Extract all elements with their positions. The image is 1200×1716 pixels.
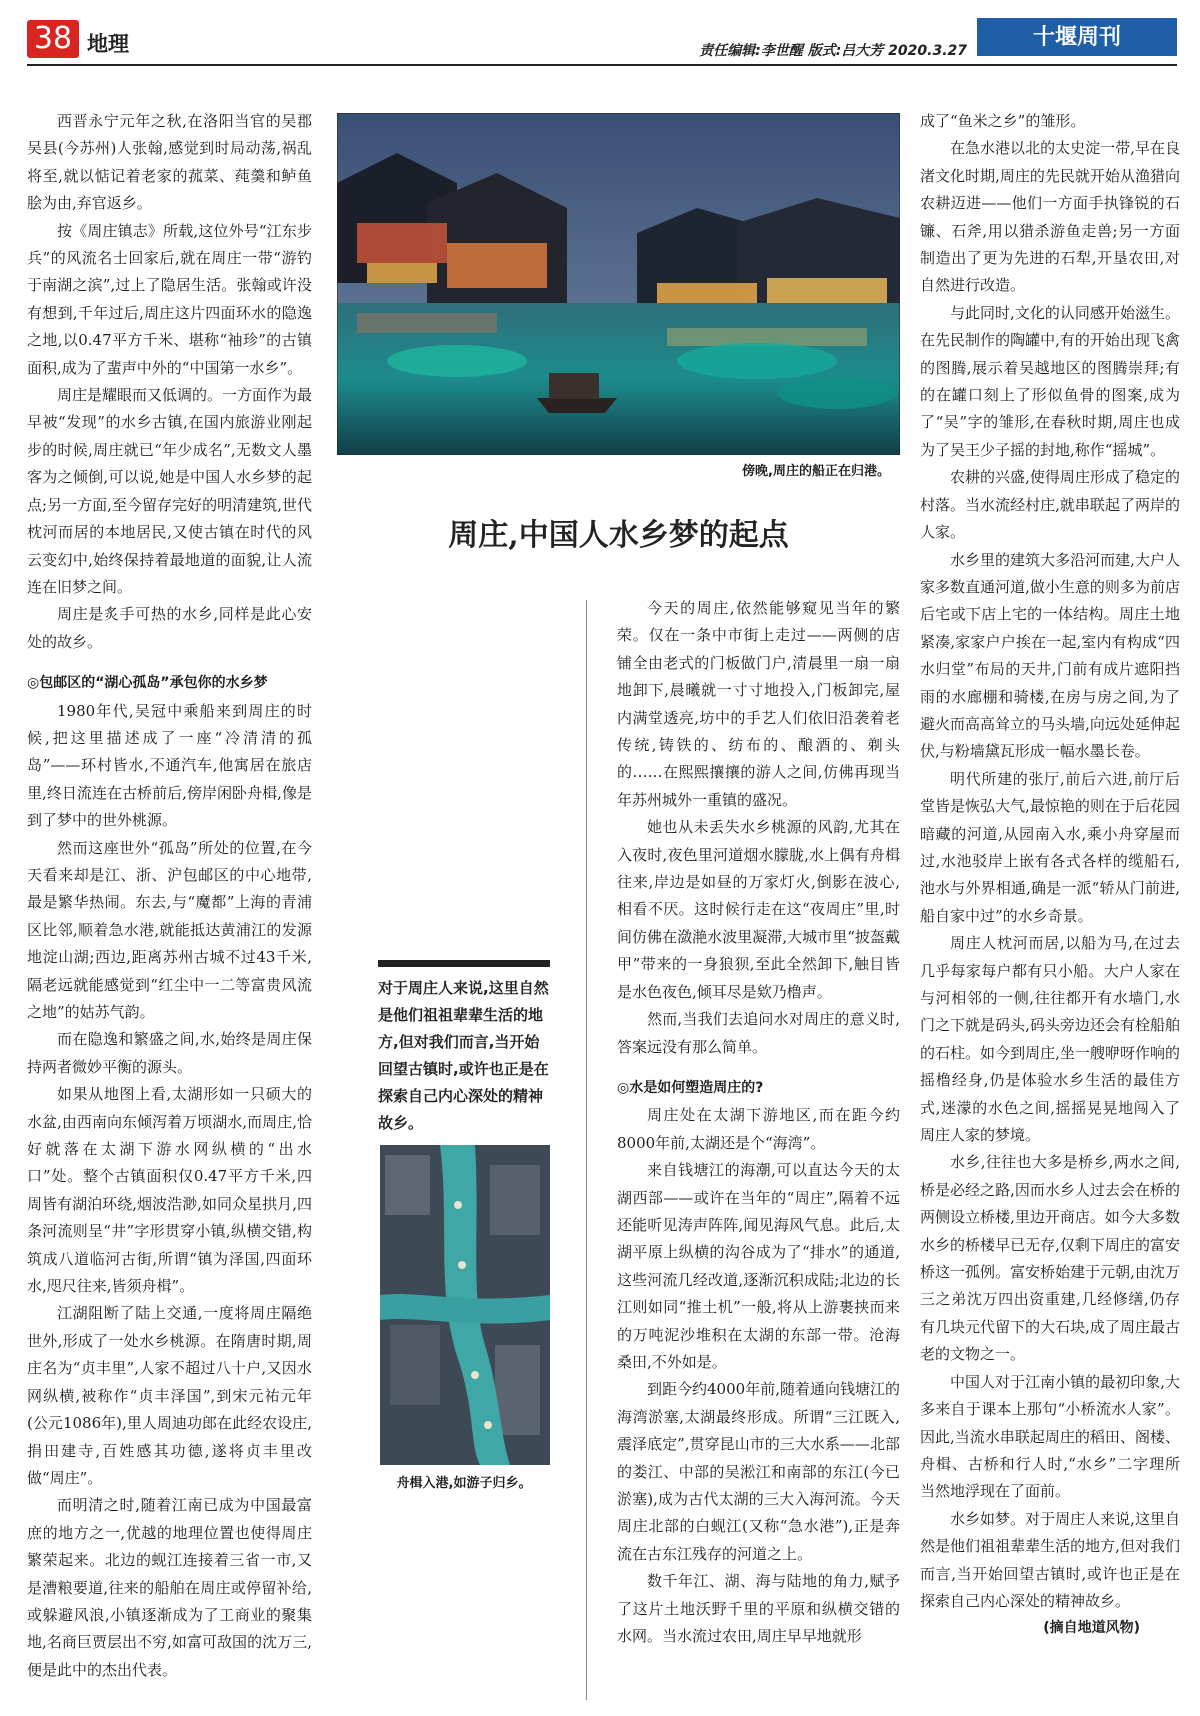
paragraph: 周庄人枕河而居,以船为马,在过去几乎每家每户都有只小船。大户人家在与河相邻的一侧,往往都开有水墙门,水门之下就是码头,码头旁边还会有栓船舶的石柱。如今到周庄,坐一艘咿呀作响的摇橹经身,仍是体验水乡生活的最佳方式,迷濛的水色之间,摇摇晃晃地闯入了周庄人家的梦境。 [920, 934, 1180, 1145]
paragraph: 农耕的兴盛,使得周庄形成了稳定的村落。当水流经村庄,就串联起了两岸的人家。 [920, 468, 1180, 542]
paragraph: 而明清之时,随着江南已成为中国最富庶的地方之一,优越的地理位置也使得周庄繁荣起来。北边的蚬江连接着三省一市,又是漕粮要道,往来的船舶在周庄或停留补给,或躲避风浪,小镇逐渐成为了工商业的聚集地,名商巨贾层出不穷,如富可敌国的沈万三,便是此中的杰出代表。 [27, 1496, 312, 1679]
paragraph: 中国人对于江南小镇的最初印象,大多来自于课本上那句“小桥流水人家”。因此,当流水串联起周庄的稻田、阁楼、舟楫、古桥和行人时,“水乡”二字理所当然地浮现在了面前。 [920, 1372, 1180, 1501]
page-number: 38 [27, 20, 79, 58]
subheading: ◎包邮区的“湖心孤岛”承包你的水乡梦 [27, 675, 268, 692]
paragraph: 水乡如梦。对于周庄人来说,这里自然是他们祖祖辈辈生活的地方,但对我们而言,当开始回望古镇时,或许也正是在探索自己内心深处的精神故乡。 [920, 1509, 1180, 1610]
editor-credits: 责任编辑:李世醒 版式:吕大芳 2020.3.27 [699, 43, 967, 59]
paragraph: 来自钱塘江的海潮,可以直达今天的太湖西部——或许在当年的“周庄”,隔着不远还能听见涛声阵阵,闻见海风气息。此后,太湖平原上纵横的沟谷成为了“排水”的通道,这些河流几经改道,逐渐沉积成陆;北边的长江则如同“推土机”一般,将从上游裹挟而来的万吨泥沙堆积在太湖的东部一带。沧海桑田,不外如是。 [617, 1161, 900, 1371]
column-3 [920, 108, 1180, 1643]
paragraph: 在急水港以北的太史淀一带,早在良渚文化时期,周庄的先民就开始从渔猎向农耕迈进——他们一方面手执锋锐的石镰、石斧,用以猎杀游鱼走兽;另一方面制造出了更为先进的石犁,开垦农田,对自然进行改造。 [920, 139, 1180, 295]
paragraph: 江湖阻断了陆上交通,一度将周庄隔绝世外,形成了一处水乡桃源。在隋唐时期,周庄名为“贞丰里”,人家不超过八十户,又因水网纵横,被称作“贞丰泽国”,到宋元祐元年(公元1086年),里人周迪功郎在此经农设庄,捐田建寺,百姓感其功德,遂将贞丰里改做“周庄”。 [27, 1304, 312, 1487]
source-credit: (摘自地道风物) [1043, 1620, 1140, 1637]
header-rule [27, 64, 1177, 66]
column-2 [617, 595, 900, 1650]
paragraph: 西晋永宁元年之秋,在洛阳当官的吴郡吴县(今苏州)人张翰,感觉到时局动荡,祸乱将至,就以惦记着老家的菰菜、莼羹和鲈鱼脍为由,弃官返乡。 [27, 112, 312, 213]
pull-quote: 对于周庄人来说,这里自然是他们祖祖辈辈生活的地方,但对我们而言,当开始回望古镇时,或许也正是在探索自己内心深处的精神故乡。 [378, 960, 550, 1137]
paragraph: 周庄是炙手可热的水乡,同样是此心安处的故乡。 [27, 605, 312, 651]
paragraph: 按《周庄镇志》所载,这位外号“江东步兵”的风流名士回家后,就在周庄一带“游钓于南湖之滨”,过上了隐居生活。张翰或许没有想到,千年过后,周庄这片四面环水的隐逸之地,以0.47平方千米、堪称“袖珍”的古镇面积,成为了蜚声中外的“中国第一水乡”。 [27, 221, 312, 377]
paragraph: 水乡,往往也大多是桥乡,两水之间,桥是必经之路,因而水乡人过去会在桥的两侧设立桥楼,里边开商店。如今大多数水乡的桥楼早已无存,仅剩下周庄的富安桥这一孤例。富安桥始建于元朝,由沈万三之弟沈万四出资重建,几经修缮,仍存有几块元代留下的大石块,成了周庄最古老的文物之一。 [920, 1153, 1180, 1364]
paragraph: 她也从未丢失水乡桃源的风韵,尤其在入夜时,夜色里河道烟水朦胧,水上偶有舟楫往来,岸边是如昼的万家灯火,倒影在波心,相看不厌。这时候行走在这“夜周庄”里,时间仿佛在潋滟水波里凝滞,大城市里“披盔戴甲”带来的一身狼狈,至此全然卸下,触目皆是水色夜色,倾耳尽是欸乃橹声。 [617, 818, 900, 1001]
column-divider [586, 600, 587, 1700]
paragraph: 1980年代,吴冠中乘船来到周庄的时候,把这里描述成了一座“冷清清的孤岛”——环村皆水,不通汽车,他寓居在旅店里,终日流连在古桥前后,傍岸闲卧舟楫,像是到了梦中的世外桃源。 [27, 701, 312, 830]
photo-aerial-canal [380, 1145, 550, 1465]
page-header [27, 14, 1177, 64]
subheading: ◎水是如何塑造周庄的? [617, 1079, 764, 1096]
paragraph: 数千年江、湖、海与陆地的角力,赋予了这片土地沃野千里的平原和纵横交错的水网。当水流过农田,周庄早早地就形 [617, 1572, 900, 1646]
column-1 [27, 108, 312, 1684]
paragraph: 周庄是耀眼而又低调的。一方面作为最早被“发现”的水乡古镇,在国内旅游业刚起步的时候,周庄就已“年少成名”,无数文人墨客为之倾倒,可以说,她是中国人水乡梦的起点;另一方面,至今留存完好的明清建筑,世代枕河而居的本地居民,又使古镇在时代的风云变幻中,始终保持着最地道的面貌,让人流连在旧梦之间。 [27, 386, 313, 596]
article-headline: 周庄,中国人水乡梦的起点 [448, 518, 789, 553]
photo-caption: 傍晚,周庄的船正在归港。 [742, 464, 890, 479]
section-title: 地理 [87, 32, 129, 56]
paragraph: 与此同时,文化的认同感开始滋生。在先民制作的陶罐中,有的开始出现飞禽的图腾,展示着吴越地区的图腾崇拜;有的在罐口刻上了形似鱼骨的图案,成为了“吴”字的雏形,在春秋时期,周庄也成为了吴王少子摇的封地,称作“摇城”。 [920, 303, 1180, 459]
paragraph: 而在隐逸和繁盛之间,水,始终是周庄保持两者微妙平衡的源头。 [27, 1030, 312, 1076]
paragraph: 到距今约4000年前,随着通向钱塘江的海湾淤塞,太湖最终形成。所谓“三江既入,震泽底定”,贯穿昆山市的三大水系——北部的娄江、中部的吴淞江和南部的东江(今已淤塞),成为古代太湖的三大入海河流。今天周庄北部的白蚬江(又称“急水港”),正是奔流在古东江残存的河道之上。 [617, 1380, 900, 1563]
paragraph: 如果从地图上看,太湖形如一只硕大的水盆,由西南向东倾泻着万顷湖水,而周庄,恰好就落在太湖下游水网纵横的“出水口”处。整个古镇面积仅0.47平方千米,四周皆有湖泊环绕,烟波浩渺,如同众星拱月,四条河流则呈“井”字形贯穿小镇,纵横交错,构筑成八道临河古街,所谓“镇为泽国,四面环水,咫尺往来,皆须舟楫”。 [27, 1085, 312, 1296]
paragraph: 然而这座世外“孤岛”所处的位置,在今天看来却是江、浙、沪包邮区的中心地带,最是繁华热闹。东去,与“魔都”上海的青浦区比邻,顺着急水港,就能抵达黄浦江的发源地淀山湖;西边,距离苏州古城不过43千米,隔老远就能感觉到“红尘中一二等富贵风流之地”的姑苏气韵。 [27, 838, 312, 1021]
paragraph: 明代所建的张厅,前后六进,前厅后堂皆是恢弘大气,最惊艳的则在于后花园暗藏的河道,从园南入水,乘小舟穿屋而过,水池驳岸上嵌有各式各样的缆船石,池水与外界相通,确是一派“轿从门前进,船自家中过”的水乡奇景。 [920, 769, 1180, 925]
paragraph: 水乡里的建筑大多沿河而建,大户人家多数直通河道,做小生意的则多为前店后宅或下店上宅的一体结构。周庄土地紧凑,家家户户挨在一起,室内有构成“四水归堂”布局的天井,门前有成片遮阳挡雨的水廊棚和骑楼,在房与房之间,为了避火而高高耸立的马头墙,向远处延伸起伏,与粉墙黛瓦形成一幅水墨长卷。 [920, 550, 1180, 761]
paragraph: 今天的周庄,依然能够窥见当年的繁荣。仅在一条中市街上走过——两侧的店铺全由老式的门板做门户,清晨里一扇一扇地卸下,晨曦就一寸寸地投入,门板卸完,屋内满堂透亮,坊中的手艺人们依旧沿袭着老传统,铸铁的、纺布的、酿酒的、剃头的……在熙熙攘攘的游人之间,仿佛再现当年苏州城外一重镇的盛况。 [617, 599, 900, 809]
paragraph: 成了“鱼米之乡”的雏形。 [920, 112, 1086, 130]
photo-caption: 舟楫入港,如游子归乡。 [396, 1476, 532, 1491]
paragraph: 周庄处在太湖下游地区,而在距今约8000年前,太湖还是个“海湾”。 [617, 1106, 900, 1152]
newspaper-brand: 十堰周刊 [977, 18, 1177, 56]
photo-zhouzhuang-night [337, 113, 900, 455]
paragraph: 然而,当我们去追问水对周庄的意义时,答案远没有那么简单。 [617, 1010, 900, 1056]
